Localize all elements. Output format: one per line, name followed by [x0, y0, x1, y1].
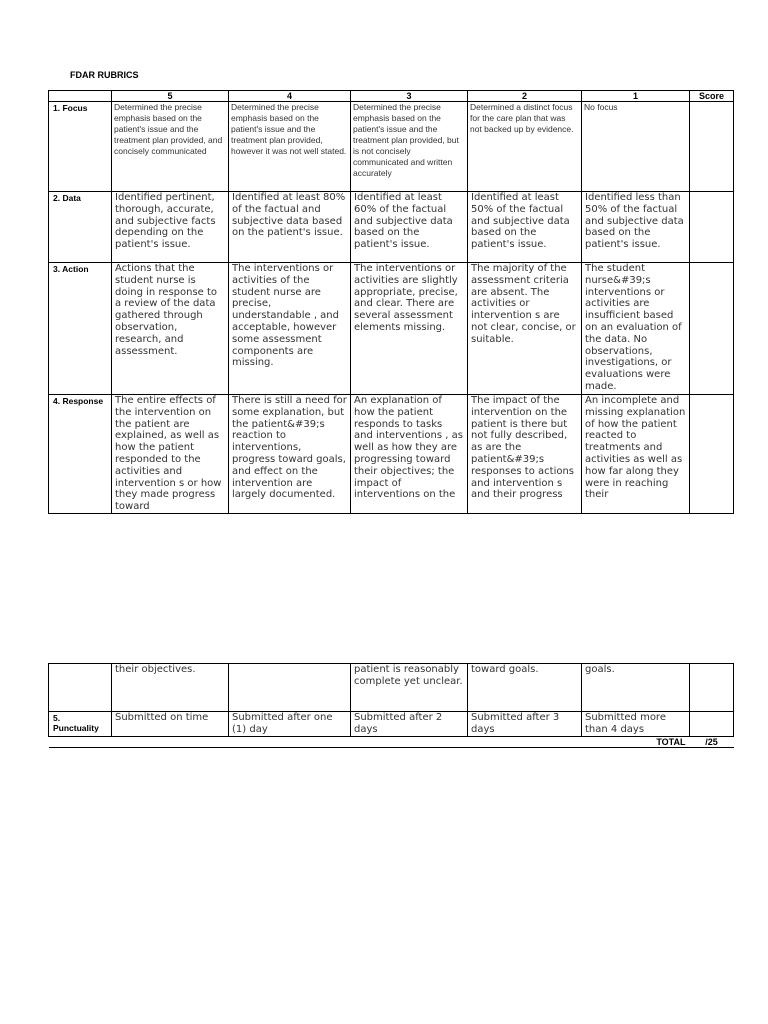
punctuality-level-1: Submitted more than 4 days [582, 712, 690, 737]
punctuality-level-5: Submitted on time [112, 712, 229, 737]
header-row [49, 91, 734, 102]
data-score [690, 192, 734, 263]
response-level-1-cont: goals. [582, 664, 690, 712]
focus-score [690, 102, 734, 192]
focus-level-1: No focus [582, 102, 690, 192]
total-label: TOTAL [656, 737, 686, 747]
action-level-2: The majority of the assessment criteria are absent. The activities or intervention s are not clear, concise, or suitable. [468, 263, 582, 395]
total-value: /25 [705, 737, 718, 747]
response-level-3: An explanation of how the patient responds to tasks and interventions , as well as how they are progressing toward their objectives; the impact of interventions on the [351, 395, 468, 514]
punctuality-level-3: Submitted after 2 days [351, 712, 468, 737]
action-score [690, 263, 734, 395]
response-level-2: The impact of the intervention on the patient is there but not fully described, as are the patient&#39;s responses to actions and intervention s and their progress [468, 395, 582, 514]
focus-level-4: Determined the precise emphasis based on the patient's issue and the treatment plan provided, however it was not well stated. [229, 102, 351, 192]
rubric-row-data [49, 192, 734, 263]
response-level-1: An incomplete and missing explanation of how the patient reacted to treatments and activities as well as how far along they were in reaching their [582, 395, 690, 514]
header-score-3: 3 [351, 91, 468, 102]
header-blank [49, 91, 112, 102]
punctuality-score [690, 712, 734, 737]
total-row [49, 737, 734, 748]
header-score-4: 4 [229, 91, 351, 102]
rubric-row-focus [49, 102, 734, 192]
data-level-2: Identified at least 50% of the factual and subjective data based on the patient's issue. [468, 192, 582, 263]
focus-level-5: Determined the precise emphasis based on the patient's issue and the treatment plan provided, and concisely communicated [112, 102, 229, 192]
header-score-1: 1 [582, 91, 690, 102]
focus-level-3: Determined the precise emphasis based on the patient's issue and the treatment plan provided, but is not concisely communicated and written accurately [351, 102, 468, 192]
response-level-5: The entire effects of the intervention on the patient are explained, as well as how the patient responded to the activities and intervention s or how they made progress toward [112, 395, 229, 514]
response-score-cont [690, 664, 734, 712]
header-score-2: 2 [468, 91, 582, 102]
action-level-5: Actions that the student nurse is doing in response to a review of the data gathered through observation, research, and assessment. [112, 263, 229, 395]
action-level-3: The interventions or activities are slightly appropriate, precise, and clear. There are several assessment elements missing. [351, 263, 468, 395]
data-level-1: Identified less than 50% of the factual and subjective data based on the patient's issue. [582, 192, 690, 263]
response-level-2-cont: toward goals. [468, 664, 582, 712]
response-score [690, 395, 734, 514]
action-level-1: The student nurse&#39;s interventions or activities are insufficient based on an evaluation of the data. No observations, investigations, or evaluations were made. [582, 263, 690, 395]
response-level-3-cont: patient is reasonably complete yet unclear. [351, 664, 468, 712]
header-score-total: Score [690, 91, 734, 102]
rubric-row-response [49, 395, 734, 514]
criterion-data: 2. Data [49, 192, 112, 263]
criterion-focus: 1. Focus [49, 102, 112, 192]
data-level-3: Identified at least 60% of the factual and subjective data based on the patient's issue. [351, 192, 468, 263]
punctuality-level-4: Submitted after one (1) day [229, 712, 351, 737]
focus-level-2: Determined a distinct focus for the care plan that was not backed up by evidence. [468, 102, 582, 192]
rubric-row-punctuality [49, 712, 734, 737]
document-title: FDAR RUBRICS [70, 70, 139, 80]
response-level-4: There is still a need for some explanation, but the patient&#39;s reaction to interventions, progress toward goals, and effect on the intervention are largely documented. [229, 395, 351, 514]
header-score-5: 5 [112, 91, 229, 102]
data-level-4: Identified at least 80% of the factual and subjective data based on the patient's issue. [229, 192, 351, 263]
rubric-table [48, 90, 734, 514]
criterion-punctuality: 5. Punctuality [49, 712, 112, 737]
criterion-response: 4. Response [49, 395, 112, 514]
criterion-action: 3. Action [49, 263, 112, 395]
response-level-5-cont: their objectives. [112, 664, 229, 712]
continuation-blank [49, 664, 112, 712]
rubric-table-continued [48, 663, 734, 748]
data-level-5: Identified pertinent, thorough, accurate, and subjective facts depending on the patient's issue. [112, 192, 229, 263]
response-level-4-cont [229, 664, 351, 712]
rubric-row-action [49, 263, 734, 395]
action-level-4: The interventions or activities of the student nurse are precise, understandable , and acceptable, however some assessment components are missing. [229, 263, 351, 395]
punctuality-level-2: Submitted after 3 days [468, 712, 582, 737]
response-continuation-row [49, 664, 734, 712]
